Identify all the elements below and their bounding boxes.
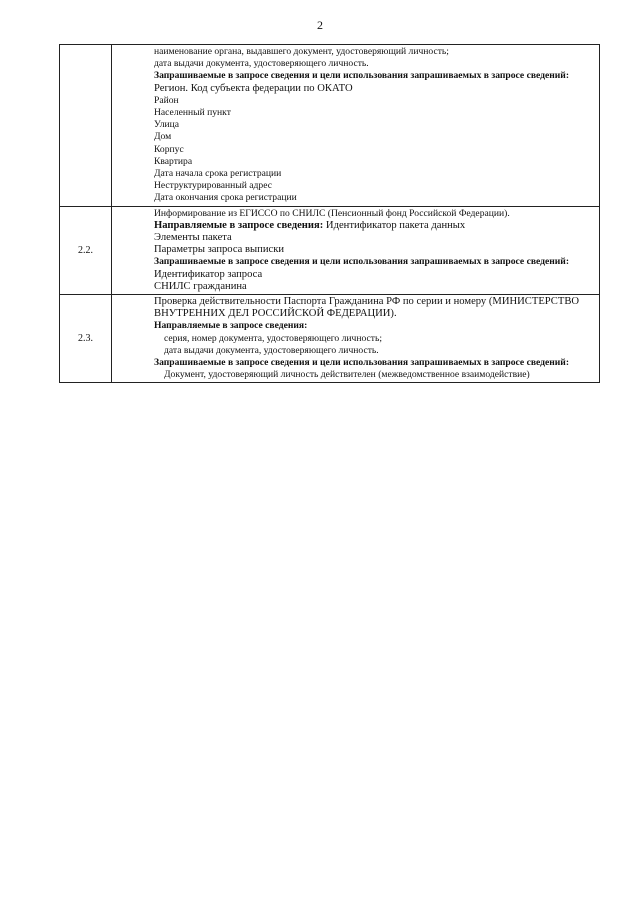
section-heading: Запрашиваемые в запросе сведения и цели использования запрашиваемых в запросе сведений: — [154, 357, 570, 369]
text-line: Квартира — [154, 155, 193, 167]
text-line: Дата окончания срока регистрации — [154, 192, 297, 204]
table-row — [60, 45, 600, 207]
text-line: Параметры запроса выписки — [154, 244, 285, 256]
section-heading: Запрашиваемые в запросе сведения и цели использования запрашиваемых в запросе сведений: — [154, 70, 570, 82]
text-line: серия, номер документа, удостоверяющего личность; — [164, 332, 383, 344]
section-heading: Направляемые в запросе сведения: — [154, 219, 324, 231]
text-line: Информирование из ЕГИССО по СНИЛС (Пенсионный фонд Российской Федерации). — [154, 207, 510, 219]
text-line: дата выдачи документа, удостоверяющего личность. — [154, 58, 369, 70]
text-line: Корпус — [154, 143, 184, 155]
row-number: 2.3. — [78, 333, 93, 345]
row-content-cell — [112, 45, 600, 207]
row-number-cell — [60, 206, 112, 294]
text-line: дата выдачи документа, удостоверяющего личность. — [164, 344, 379, 356]
text-line: Регион. Код субъекта федерации по ОКАТО — [154, 82, 353, 94]
text-line: Неструктурированный адрес — [154, 180, 272, 192]
text-line: СНИЛС гражданина — [154, 280, 247, 292]
text-line: Дата начала срока регистрации — [154, 168, 282, 180]
text-line: Район — [154, 94, 179, 106]
section-heading: Запрашиваемые в запросе сведения и цели использования запрашиваемых в запросе сведений: — [154, 256, 570, 268]
row-content-cell — [112, 206, 600, 294]
text-line: Элементы пакета — [154, 232, 232, 244]
table-row — [60, 295, 600, 383]
text-line: ВНУТРЕННИХ ДЕЛ РОССИЙСКОЙ ФЕДЕРАЦИИ). — [154, 308, 397, 320]
row-number-cell — [60, 45, 112, 207]
row-number: 2.2. — [78, 244, 93, 256]
row-content-cell — [112, 295, 600, 383]
text-line: Населенный пункт — [154, 107, 231, 119]
text-line: Идентификатор запроса — [154, 268, 263, 280]
document-table — [59, 44, 600, 383]
text-line: Улица — [154, 119, 180, 131]
text-line: Проверка действительности Паспорта Гражданина РФ по серии и номеру (МИНИСТЕРСТВО — [154, 296, 580, 308]
text-line: Дом — [154, 131, 172, 143]
text-line — [154, 220, 595, 232]
section-heading: Направляемые в запросе сведения: — [154, 320, 308, 332]
row-number-cell — [60, 295, 112, 383]
text-line: наименование органа, выдавшего документ, удостоверяющий личность; — [154, 46, 449, 57]
page-number: 2 — [317, 18, 323, 32]
text-line: Документ, удостоверяющий личность действителен (межведомственное взаимодействие) — [164, 369, 530, 381]
table-row — [60, 206, 600, 294]
text-line-value: Идентификатор пакета данных — [323, 219, 466, 231]
